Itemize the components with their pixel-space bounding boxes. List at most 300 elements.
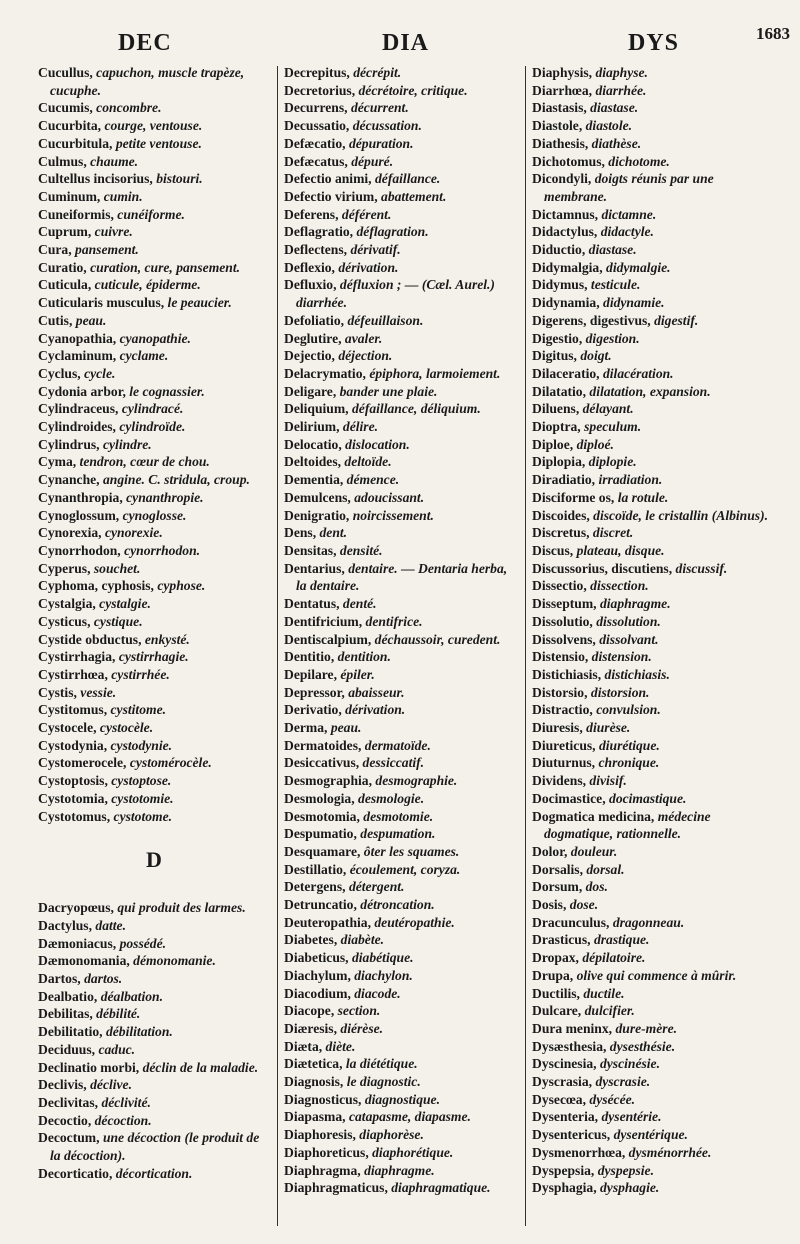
dictionary-entry — [38, 790, 270, 808]
dictionary-entry — [532, 542, 768, 560]
french-translation: déjection. — [338, 348, 393, 364]
latin-term: Dentifricium, — [284, 613, 366, 629]
latin-term: Didymalgia, — [532, 259, 607, 275]
dictionary-entry — [38, 64, 270, 99]
dictionary-entry — [284, 153, 518, 171]
latin-term: Deflagratio, — [284, 224, 357, 240]
latin-term: Detergens, — [284, 879, 349, 895]
french-translation: cystoptose. — [111, 773, 172, 789]
dictionary-entry — [532, 453, 768, 471]
latin-term: Diluens, — [532, 401, 583, 417]
dictionary-entry — [532, 1162, 768, 1180]
dictionary-entry — [38, 560, 270, 578]
french-translation: diastase. — [590, 100, 639, 116]
latin-term: Dentarius, — [284, 560, 349, 576]
french-translation: drastique. — [593, 932, 650, 948]
latin-term: Dyspepsia, — [532, 1162, 598, 1178]
latin-term: Cylindroides, — [38, 419, 120, 435]
french-translation: digestion. — [585, 330, 640, 346]
dictionary-entry — [284, 1179, 518, 1197]
french-translation: tendron, cœur de chou. — [79, 454, 210, 470]
dictionary-entry — [532, 631, 768, 649]
latin-term: Diætetica, — [284, 1056, 346, 1072]
latin-term: Cystirrhœa, — [38, 666, 112, 682]
french-translation: dysphagie. — [600, 1180, 660, 1196]
dictionary-entry — [284, 1126, 518, 1144]
french-translation: discret. — [592, 525, 634, 541]
dictionary-entry — [38, 684, 270, 702]
latin-term: Cuticula, — [38, 277, 95, 293]
dictionary-entry — [532, 613, 768, 631]
french-translation: débilité. — [96, 1006, 141, 1022]
latin-term: Defectio animi, — [284, 171, 375, 187]
dictionary-entry — [38, 737, 270, 755]
dictionary-entry — [38, 170, 270, 188]
dictionary-entry — [284, 701, 518, 719]
french-translation: dose. — [569, 897, 599, 913]
french-translation: speculum. — [584, 419, 642, 435]
dictionary-entry — [532, 1179, 768, 1197]
latin-term: Cystotomia, — [38, 790, 112, 806]
latin-term: Dysentericus, — [532, 1127, 614, 1143]
french-translation: concombre. — [96, 100, 162, 116]
french-translation: olive qui commence à mûrir. — [576, 967, 737, 983]
latin-term: Cydonia arbor, — [38, 383, 130, 399]
dictionary-entry — [532, 99, 768, 117]
dictionary-entry — [284, 896, 518, 914]
latin-term: Declivis, — [38, 1077, 91, 1093]
latin-term: Cyanopathia, — [38, 330, 120, 346]
french-translation: dilatation, expansion. — [589, 383, 711, 399]
french-translation: adoucissant. — [354, 489, 425, 505]
dictionary-entry — [38, 330, 270, 348]
dictionary-entry — [38, 1076, 270, 1094]
latin-term: Culmus, — [38, 153, 91, 169]
french-translation: décortication. — [115, 1165, 193, 1181]
dictionary-entry — [284, 861, 518, 879]
latin-term: Deltoides, — [284, 454, 345, 470]
latin-term: Ductilis, — [532, 985, 584, 1001]
latin-term: Defoliatio, — [284, 312, 348, 328]
dictionary-entry — [284, 330, 518, 348]
french-translation: dyscinésie. — [599, 1056, 660, 1072]
dictionary-entry — [532, 241, 768, 259]
dictionary-entry — [38, 347, 270, 365]
french-translation: noircissement. — [352, 507, 434, 523]
french-translation: diaphorèse. — [359, 1127, 424, 1143]
page-number: 1683 — [756, 24, 790, 43]
dictionary-entry — [532, 949, 768, 967]
french-translation: cystalgie. — [99, 596, 151, 612]
french-translation: ductile. — [583, 985, 625, 1001]
french-translation: desmologie. — [358, 790, 425, 806]
french-translation: dissolution. — [596, 613, 661, 629]
latin-term: Cultellus incisorius, — [38, 171, 157, 187]
french-translation: dure-mère. — [615, 1020, 678, 1036]
dictionary-entry — [38, 259, 270, 277]
latin-term: Dolor, — [532, 843, 571, 859]
entries-block — [284, 64, 518, 1197]
latin-term: Deliquium, — [284, 401, 352, 417]
french-translation: didymalgie. — [606, 259, 671, 275]
dictionary-entry — [532, 312, 768, 330]
dictionary-entry — [532, 861, 768, 879]
section-letter: D — [146, 847, 162, 873]
dictionary-entry — [532, 347, 768, 365]
french-translation: dissection. — [590, 578, 649, 594]
french-translation: diaphragme. — [599, 596, 671, 612]
latin-term: Dilaceratio, — [532, 365, 603, 381]
latin-term: Dæmonomania, — [38, 953, 134, 969]
latin-term: Decrepitus, — [284, 65, 354, 80]
latin-term: Diapasma, — [284, 1109, 349, 1125]
dictionary-entry — [532, 294, 768, 312]
french-translation: diastole. — [585, 118, 633, 134]
french-translation: le cognassier. — [129, 383, 205, 399]
french-translation: diérèse. — [340, 1020, 384, 1036]
latin-term: Dogmatica medicina, — [532, 808, 658, 824]
latin-term: Defæcatus, — [284, 153, 352, 169]
french-translation: petite ventouse. — [115, 135, 202, 151]
french-translation: densité. — [339, 542, 383, 558]
french-translation: cystomérocèle. — [129, 755, 212, 771]
french-translation: dépuration. — [348, 135, 414, 151]
latin-term: Dysenteria, — [532, 1109, 602, 1125]
dictionary-entry — [284, 1144, 518, 1162]
latin-term: Delocatio, — [284, 436, 346, 452]
latin-term: Disseptum, — [532, 596, 600, 612]
latin-term: Dysmenorrhœa, — [532, 1144, 629, 1160]
latin-term: Delirium, — [284, 419, 343, 435]
french-translation: plateau, disque. — [576, 542, 665, 558]
dictionary-entry — [38, 917, 270, 935]
latin-term: Cystotomus, — [38, 808, 114, 824]
french-translation: dichotome. — [608, 153, 670, 169]
dictionary-entry — [284, 82, 518, 100]
latin-term: Didactylus, — [532, 224, 601, 240]
dictionary-entry — [532, 170, 768, 205]
dictionary-entry — [284, 436, 518, 454]
dictionary-entry — [532, 276, 768, 294]
french-translation: dysesthésie. — [609, 1038, 676, 1054]
latin-term: Deglutire, — [284, 330, 345, 346]
latin-term: Depilare, — [284, 666, 341, 682]
french-translation: distichiasis. — [604, 666, 670, 682]
dictionary-entry — [284, 1038, 518, 1056]
dictionary-entry — [532, 471, 768, 489]
french-translation: décrétoire, critique. — [358, 82, 468, 98]
dictionary-entry — [38, 188, 270, 206]
dictionary-entry — [284, 64, 518, 82]
latin-term: Cucurbita, — [38, 118, 105, 134]
french-translation: docimastique. — [609, 790, 687, 806]
latin-term: Diagnosticus, — [284, 1091, 365, 1107]
latin-term: Cylindraceus, — [38, 401, 122, 417]
french-translation: cystique. — [93, 613, 143, 629]
dictionary-entry — [532, 64, 768, 82]
latin-term: Diureticus, — [532, 737, 599, 753]
latin-term: Cynanthropia, — [38, 489, 127, 505]
latin-term: Derma, — [284, 720, 331, 736]
dictionary-entry — [532, 1091, 768, 1109]
french-translation: cynorrhodon. — [124, 542, 201, 558]
latin-term: Digitus, — [532, 348, 581, 364]
latin-term: Diachylum, — [284, 967, 355, 983]
latin-term: Dysecœa, — [532, 1091, 590, 1107]
latin-term: Cysticus, — [38, 613, 94, 629]
latin-term: Diastole, — [532, 118, 586, 134]
latin-term: Cuminum, — [38, 188, 104, 204]
french-translation: qui produit des larmes. — [117, 900, 246, 916]
dictionary-entry — [38, 241, 270, 259]
latin-term: Dartos, — [38, 971, 85, 987]
latin-term: Dysphagia, — [532, 1180, 600, 1196]
french-translation: diaphyse. — [595, 65, 648, 80]
latin-term: Didymus, — [532, 277, 591, 293]
french-translation: cystitome. — [110, 702, 167, 718]
latin-term: Debilitatio, — [38, 1024, 106, 1040]
dictionary-entry — [38, 223, 270, 241]
dictionary-entry — [38, 1112, 270, 1130]
dictionary-entry — [38, 631, 270, 649]
french-translation: décussation. — [352, 118, 422, 134]
latin-term: Curatio, — [38, 259, 91, 275]
dictionary-entry — [532, 1126, 768, 1144]
french-translation: cyphose. — [157, 578, 206, 594]
french-translation: déflagration. — [356, 224, 429, 240]
dictionary-entry — [532, 1038, 768, 1056]
dictionary-entry — [38, 754, 270, 772]
dictionary-entry — [38, 988, 270, 1006]
dictionary-entry — [284, 684, 518, 702]
dictionary-entry — [38, 595, 270, 613]
latin-term: Distichiasis, — [532, 666, 605, 682]
dictionary-entry — [532, 684, 768, 702]
french-translation: possédé. — [119, 935, 167, 951]
french-translation: diabétique. — [351, 950, 414, 966]
french-translation: épiler. — [340, 666, 375, 682]
latin-term: Desmotomia, — [284, 808, 364, 824]
dictionary-entry — [284, 259, 518, 277]
french-translation: dysménorrhée. — [628, 1144, 712, 1160]
french-translation: dérivatif. — [350, 242, 401, 258]
dictionary-entry — [532, 1108, 768, 1126]
french-translation: dyscrasie. — [595, 1074, 651, 1090]
dictionary-entry — [284, 560, 518, 595]
french-translation: cystotomie. — [111, 790, 174, 806]
french-translation: diurèse. — [586, 720, 631, 736]
french-translation: dentition. — [337, 649, 391, 665]
dictionary-entry — [38, 524, 270, 542]
dictionary-entry — [532, 330, 768, 348]
french-translation: décoction. — [94, 1112, 152, 1128]
latin-term: Cylindrus, — [38, 436, 103, 452]
dictionary-entry — [38, 135, 270, 153]
french-translation: diaphragme. — [364, 1162, 435, 1178]
french-translation: dyspepsie. — [597, 1162, 654, 1178]
latin-term: Digerens, digestivus, — [532, 312, 655, 328]
french-translation: diastase. — [588, 242, 637, 258]
french-translation: dilacération. — [602, 365, 674, 381]
french-translation: ôter les squames. — [363, 843, 460, 859]
latin-term: Dens, — [284, 525, 320, 541]
dictionary-entry — [284, 1055, 518, 1073]
french-translation: cystotome. — [113, 808, 173, 824]
dictionary-entry — [38, 206, 270, 224]
dictionary-entry — [532, 153, 768, 171]
dictionary-entry — [38, 489, 270, 507]
latin-term: Denigratio, — [284, 507, 353, 523]
latin-term: Dracunculus, — [532, 914, 613, 930]
latin-term: Discretus, — [532, 525, 593, 541]
french-translation: doigt. — [580, 348, 612, 364]
french-translation: desmographie. — [375, 773, 458, 789]
dictionary-entry — [284, 825, 518, 843]
french-translation: peau. — [75, 312, 107, 328]
french-translation: défeuillaison. — [347, 312, 424, 328]
french-translation: diaphorétique. — [372, 1144, 454, 1160]
french-translation: diagnostique. — [364, 1091, 440, 1107]
dictionary-entry — [284, 666, 518, 684]
latin-term: Cuticularis musculus, — [38, 295, 168, 311]
latin-term: Didynamia, — [532, 295, 604, 311]
latin-term: Dilatatio, — [532, 383, 590, 399]
dictionary-entry — [532, 1144, 768, 1162]
latin-term: Dermatoides, — [284, 737, 365, 753]
french-translation: diachylon. — [354, 967, 413, 983]
dictionary-entry — [284, 347, 518, 365]
latin-term: Diaphoreticus, — [284, 1144, 373, 1160]
french-translation: dérivation. — [345, 702, 406, 718]
french-translation: dorsal. — [586, 861, 625, 877]
dictionary-entry — [284, 471, 518, 489]
latin-term: Dividens, — [532, 773, 590, 789]
french-translation: chronique. — [598, 755, 660, 771]
latin-term: Diaphragma, — [284, 1162, 365, 1178]
dictionary-entry — [38, 970, 270, 988]
latin-term: Deflexio, — [284, 259, 339, 275]
french-translation: avaler. — [344, 330, 383, 346]
latin-term: Dorsum, — [532, 879, 586, 895]
french-translation: dragonneau. — [612, 914, 685, 930]
dictionary-entry — [38, 1041, 270, 1059]
latin-term: Deferens, — [284, 206, 342, 222]
dictionary-entry — [284, 524, 518, 542]
french-translation: dulcifier. — [584, 1003, 635, 1019]
latin-term: Cyma, — [38, 454, 80, 470]
latin-term: Dyscrasia, — [532, 1074, 596, 1090]
latin-term: Dissolvens, — [532, 631, 600, 647]
latin-term: Diacope, — [284, 1003, 338, 1019]
french-translation: déchaussoir, curedent. — [374, 631, 501, 647]
dictionary-entry — [284, 967, 518, 985]
latin-term: Decoctum, — [38, 1130, 103, 1146]
dictionary-entry — [284, 1162, 518, 1180]
latin-term: Cystocele, — [38, 720, 100, 736]
entries-block — [38, 64, 270, 825]
french-translation: cylindroïde. — [119, 419, 186, 435]
latin-term: Defectio virium, — [284, 188, 382, 204]
french-translation: vessie. — [80, 684, 117, 700]
french-translation: cyclame. — [119, 348, 169, 364]
latin-term: Diradiatio, — [532, 472, 599, 488]
latin-term: Cynanche, — [38, 472, 103, 488]
french-translation: dissolvant. — [599, 631, 659, 647]
dictionary-entry — [532, 878, 768, 896]
french-translation: deltoïde. — [344, 454, 392, 470]
french-translation: cynorexie. — [104, 525, 163, 541]
french-translation: déclive. — [90, 1077, 132, 1093]
french-translation: épiphora, larmoiement. — [369, 365, 501, 381]
french-translation: cystirrhagie. — [118, 649, 189, 665]
french-translation: diurétique. — [598, 737, 660, 753]
french-translation: déclivité. — [101, 1094, 151, 1110]
latin-term: Declivitas, — [38, 1094, 102, 1110]
column-2 — [284, 64, 518, 1197]
dictionary-entry — [38, 1005, 270, 1023]
latin-term: Decorticatio, — [38, 1165, 116, 1181]
latin-term: Desmographia, — [284, 773, 376, 789]
latin-term: Deligare, — [284, 383, 340, 399]
latin-term: Defluxio, — [284, 277, 340, 293]
dictionary-entry — [284, 542, 518, 560]
french-translation: cylindracé. — [121, 401, 184, 417]
dictionary-entry — [38, 648, 270, 666]
dictionary-entry — [532, 737, 768, 755]
latin-term: Cyphoma, cyphosis, — [38, 578, 158, 594]
latin-term: Diaphragmaticus, — [284, 1180, 392, 1196]
french-translation: cylindre. — [102, 436, 152, 452]
dictionary-entry — [38, 772, 270, 790]
latin-term: Digestio, — [532, 330, 586, 346]
dictionary-entry — [532, 666, 768, 684]
french-translation: capuchon, muscle trapèze, cucuphe. — [50, 65, 245, 98]
column-rule-2 — [525, 66, 526, 1226]
french-translation: discussif. — [675, 560, 728, 576]
french-translation: doigts réunis par une membrane. — [544, 171, 714, 204]
latin-term: Dementia, — [284, 472, 347, 488]
latin-term: Cystide obductus, — [38, 631, 145, 647]
latin-term: Drasticus, — [532, 932, 594, 948]
latin-term: Cynorexia, — [38, 525, 105, 541]
french-translation: diète. — [325, 1038, 356, 1054]
french-translation: desmotomie. — [363, 808, 434, 824]
french-translation: diplopie. — [588, 454, 637, 470]
latin-term: Dactylus, — [38, 917, 96, 933]
latin-term: Dulcare, — [532, 1003, 585, 1019]
dictionary-entry — [284, 1020, 518, 1038]
french-translation: le diagnostic. — [346, 1074, 421, 1090]
latin-term: Discus, — [532, 542, 577, 558]
dictionary-entry — [284, 949, 518, 967]
french-translation: douleur. — [570, 843, 618, 859]
latin-term: Cystomerocele, — [38, 755, 130, 771]
french-translation: dent. — [319, 525, 348, 541]
dictionary-entry — [532, 507, 768, 525]
dictionary-entry — [532, 418, 768, 436]
dictionary-entry — [284, 719, 518, 737]
latin-term: Desmologia, — [284, 790, 359, 806]
dictionary-entry — [38, 383, 270, 401]
dictionary-entry — [284, 312, 518, 330]
french-translation: détergent. — [348, 879, 405, 895]
latin-term: Dictamnus, — [532, 206, 602, 222]
latin-term: Cystoptosis, — [38, 773, 112, 789]
french-translation: irradiation. — [598, 472, 663, 488]
french-translation: dartos. — [84, 971, 123, 987]
latin-term: Cystirrhagia, — [38, 649, 119, 665]
latin-term: Diploe, — [532, 436, 577, 452]
